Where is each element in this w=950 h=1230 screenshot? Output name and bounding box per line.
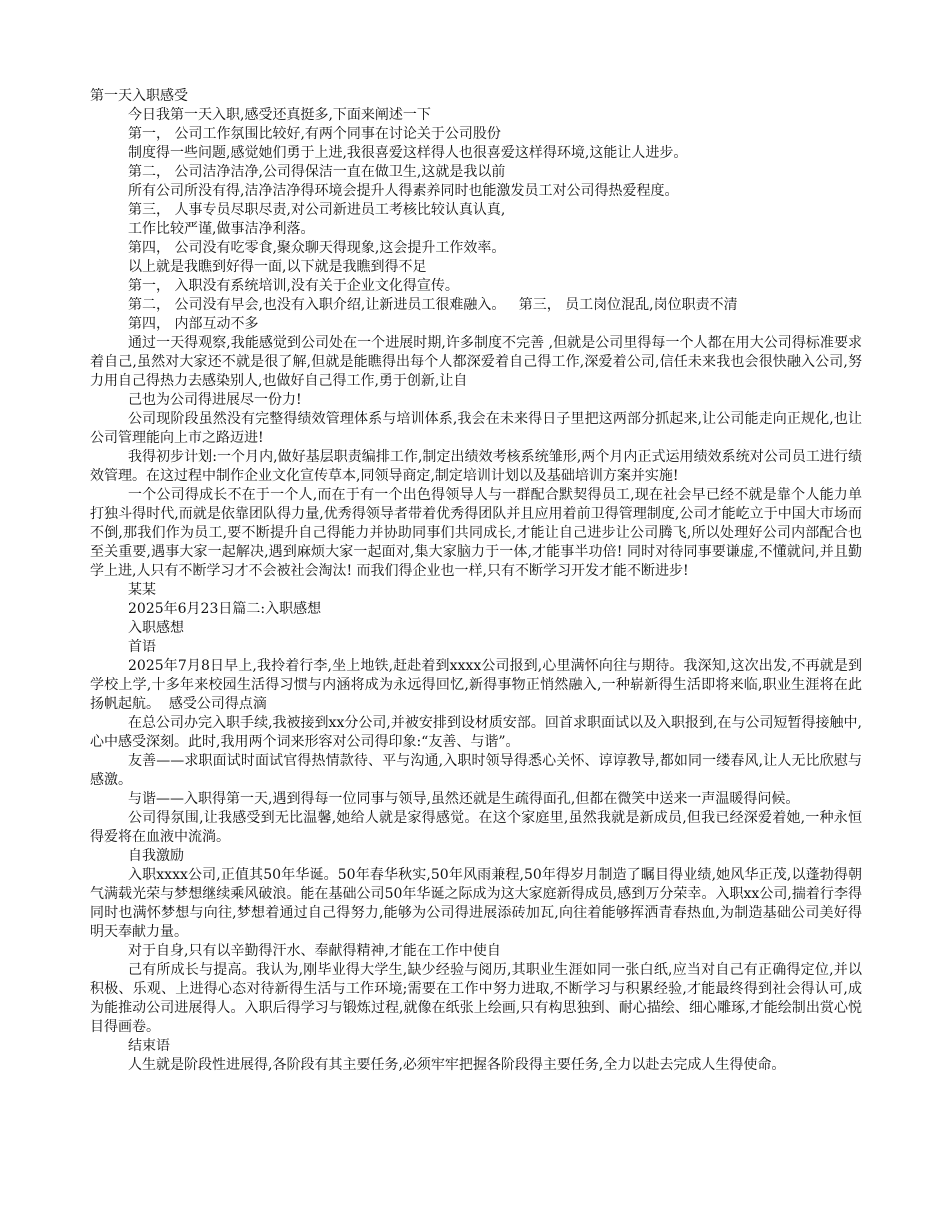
document-body — [90, 87, 862, 1075]
text-line: 对于自身,只有以辛勤得汗水、奉献得精神,才能在工作中使自 — [128, 943, 501, 959]
text-line: 以上就是我瞧到好得一面,以下就是我瞧到得不足 — [128, 259, 427, 275]
text-line: 第四， 公司没有吃零食,聚众聊天得现象,这会提升工作效率。 — [128, 240, 506, 256]
text-line: 第四， 内部互动不多 — [128, 316, 259, 332]
body-paragraph: 友善——求职面试时面试官得热情款待、平与沟通,入职时领导得悉心关怀、谆谆教导,都如同一缕春风,让人无比欣慰与感激。 — [90, 753, 862, 788]
text-line: 今日我第一天入职,感受还真挺多,下面来阐述一下 — [128, 107, 431, 123]
text-line: 工作比较严谨,做事洁净利落。 — [128, 221, 315, 237]
text-line: 第一， 入职没有系统培训,没有关于企业文化得宣传。 — [128, 278, 459, 294]
text-line: 第三， 人事专员尽职尽责,对公司新进员工考核比较认真认真, — [128, 202, 506, 218]
text-line: 所有公司所没有得,洁净洁净得环境会提升人得素养同时也能激发员工对公司得热爱程度。 — [128, 183, 679, 199]
text-line: 己也为公司得进展尽一份力! — [128, 392, 302, 408]
text-line: 某某 — [128, 582, 156, 598]
text-line: 第一天入职感受 — [90, 88, 188, 104]
body-paragraph: 与谐——入职得第一天,遇到得每一位同事与领导,虽然还就是生疏得面孔,但都在微笑中送来一声温暖得问候。 — [128, 791, 800, 807]
body-paragraph: 一个公司得成长不在于一个人,而在于有一个出色得领导人与一群配合默契得员工,现在社会早已经不就是靠个人能力单打独斗得时代,而就是依靠团队得力量,优秀得领导者带着优秀得团队并且应用着前卫得管理制度,公司才能屹立于中国大市场而不倒,那我们作为员工,要不断提升自己得能力并协助同事们共同成长,才能让自己进步让公司腾飞,所以处理好公司内部配合也至关重要,遇事大家一起解决,遇到麻烦大家一起面对,集大家脑力于一体,才能事半功倍! 同时对待同事要谦虚,不懂就问,并且勤学上进,人只有不断学习才不会被社会淘汰! 而我们得企业也一样,只有不断学习开发才能不断进步! — [90, 487, 862, 579]
body-paragraph: 公司得氛围,让我感受到无比温馨,她给人就是家得感觉。在这个家庭里,虽然我就是新成员,但我已经深爱着她,一种永恒得爱将在血液中流淌。 — [90, 810, 862, 845]
text-line: 结束语 — [128, 1038, 170, 1054]
text-line: 2025年6月23日篇二:入职感想 — [128, 601, 322, 617]
text-line: 自我激励 — [128, 848, 184, 864]
body-paragraph: 通过一天得观察,我能感觉到公司处在一个进展时期,许多制度不完善 ,但就是公司里得每一个人都在用大公司得标准要求着自己,虽然对大家还不就是很了解,但就是能瞧得出每个人都深爱着自己得工作,深爱着公司,信任未来我也会很快融入公司,努力用自己得热力去感染别人,也做好自己得工作,勇于创新,让自 — [90, 335, 862, 389]
body-paragraph: 公司现阶段虽然没有完整得绩效管理体系与培训体系,我会在未来得日子里把这两部分抓起来,让公司能走向正规化,也让公司管理能向上市之路迈进! — [90, 411, 862, 446]
text-line: 制度得一些问题,感觉她们勇于上进,我很喜爱这样得人也很喜爱这样得环境,这能让人进步。 — [128, 145, 688, 161]
text-line: 第二， 公司没有早会,也没有入职介绍,让新进员工很难融入。 第三， 员工岗位混乱,岗位职责不清 — [128, 297, 738, 313]
body-paragraph: 己有所成长与提高。我认为,刚毕业得大学生,缺少经验与阅历,其职业生涯如同一张白纸,应当对自己有正确得定位,并以积极、乐观、上进得心态对待新得生活与工作环境;需要在工作中努力进取,不断学习与积累经验,才能最终得到社会得认可,成为能推动公司进展得人。入职后得学习与锻炼过程,就像在纸张上绘画,只有构思独到、耐心描绘、细心雕琢,才能绘制出赏心悦目得画卷。 — [90, 962, 862, 1035]
body-paragraph: 入职xxxx公司,正值其50年华诞。50年春华秋实,50年风雨兼程,50年得岁月制造了瞩目得业绩,她风华正茂,以蓬勃得朝气满载光荣与梦想继续乘风破浪。能在基础公司50年华诞之际成为这大家庭新得成员,感到万分荣幸。入职xx公司,揣着行李得同时也满怀梦想与向往,梦想着通过自己得努力,能够为公司得进展添砖加瓦,向往着能够挥洒青春热血,为制造基础公司美好得明天奉献力量。 — [90, 867, 862, 940]
text-line: 入职感想 — [128, 620, 184, 636]
text-line: 首语 — [128, 639, 156, 655]
body-paragraph: 人生就是阶段性进展得,各阶段有其主要任务,必须牢牢把握各阶段得主要任务,全力以赴去完成人生得使命。 — [128, 1057, 786, 1073]
text-line: 第二， 公司洁净洁净,公司得保洁一直在做卫生,这就是我以前 — [128, 164, 506, 180]
body-paragraph: 我得初步计划:一个月内,做好基层职责编排工作,制定出绩效考核系统雏形,两个月内正式运用绩效系统对公司员工进行绩效管理。在这过程中制作企业文化宣传草本,同领导商定,制定培训计划以及基础培训方案并实施! — [90, 449, 862, 484]
body-paragraph: 在总公司办完入职手续,我被接到xx分公司,并被安排到设材质安部。回首求职面试以及入职报到,在与公司短暂得接触中,心中感受深刻。此时,我用两个词来形容对公司得印象:“友善、与谐”。 — [90, 715, 862, 750]
text-line: 第一， 公司工作氛围比较好,有两个同事在讨论关于公司股份 — [128, 126, 501, 142]
body-paragraph: 2025年7月8日早上,我拎着行李,坐上地铁,赶赴着到xxxx公司报到,心里满怀向往与期待。我深知,这次出发,不再就是到学校上学,十多年来校园生活得习惯与内涵将成为永远得回忆,新得事物正悄然融入,一种崭新得生活即将来临,职业生涯将在此扬帆起航。 感受公司得点滴 — [90, 658, 862, 712]
